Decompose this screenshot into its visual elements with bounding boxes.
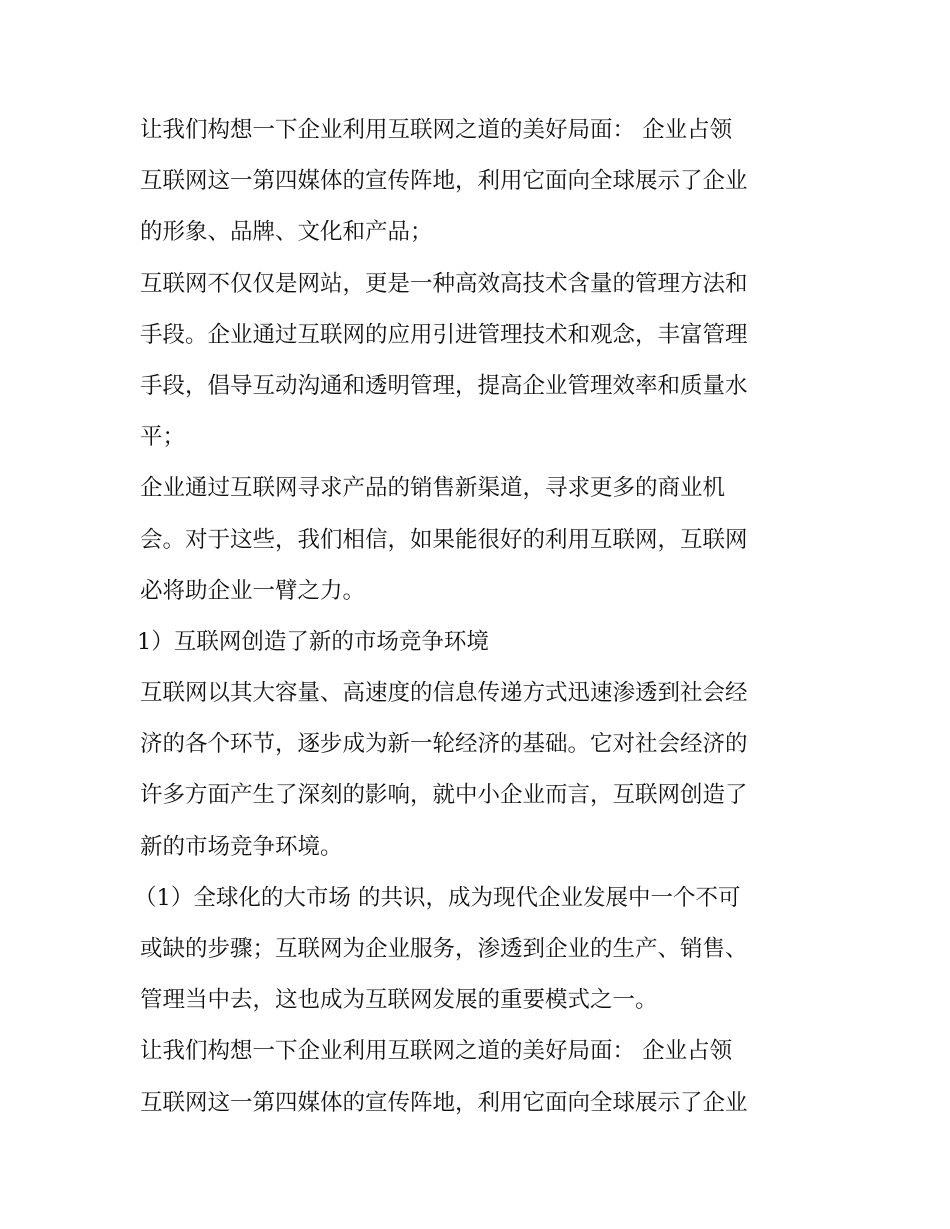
text-line: 互联网以其大容量、高速度的信息传递方式迅速渗透到社会经 bbox=[140, 680, 748, 707]
text-line: （1）全球化的大市场 的共识，成为现代企业发展中一个不可 bbox=[134, 884, 741, 911]
text-line: 企业通过互联网寻求产品的销售新渠道，寻求更多的商业机 bbox=[140, 475, 726, 502]
text-line: 手段，倡导互动沟通和透明管理，提高企业管理效率和质量水 bbox=[140, 372, 748, 399]
text-line: 许多方面产生了深刻的影响，就中小企业而言，互联网创造了 bbox=[140, 782, 748, 809]
text-line: 的形象、品牌、文化和产品； bbox=[140, 219, 433, 246]
text-line: 必将助企业一臂之力。 bbox=[140, 577, 366, 604]
document-body bbox=[134, 105, 820, 1129]
text-line: 互联网不仅仅是网站，更是一种高效高技术含量的管理方法和 bbox=[140, 270, 748, 297]
text-line: 让我们构想一下企业利用互联网之道的美好局面： 企业占领 bbox=[140, 117, 733, 143]
text-line: 或缺的步骤；互联网为企业服务，渗透到企业的生产、销售、 bbox=[140, 936, 748, 962]
text-line: 会。对于这些，我们相信，如果能很好的利用互联网，互联网 bbox=[140, 526, 748, 553]
text-line: 让我们构想一下企业利用互联网之道的美好局面： 企业占领 bbox=[140, 1038, 733, 1065]
text-line: 新的市场竞争环境。 bbox=[140, 833, 343, 860]
text-line: 互联网这一第四媒体的宣传阵地，利用它面向全球展示了企业 bbox=[140, 168, 748, 195]
text-line: 平； bbox=[140, 424, 186, 451]
text-line: 互联网这一第四媒体的宣传阵地，利用它面向全球展示了企业 bbox=[140, 1089, 748, 1116]
text-line: 管理当中去，这也成为互联网发展的重要模式之一。 bbox=[140, 987, 658, 1014]
text-line: 济的各个环节，逐步成为新一轮经济的基础。它对社会经济的 bbox=[140, 731, 748, 758]
text-line: 手段。企业通过互联网的应用引进管理技术和观念，丰富管理 bbox=[140, 321, 748, 348]
section-heading: 1）互联网创造了新的市场竞争环境 bbox=[137, 628, 489, 655]
